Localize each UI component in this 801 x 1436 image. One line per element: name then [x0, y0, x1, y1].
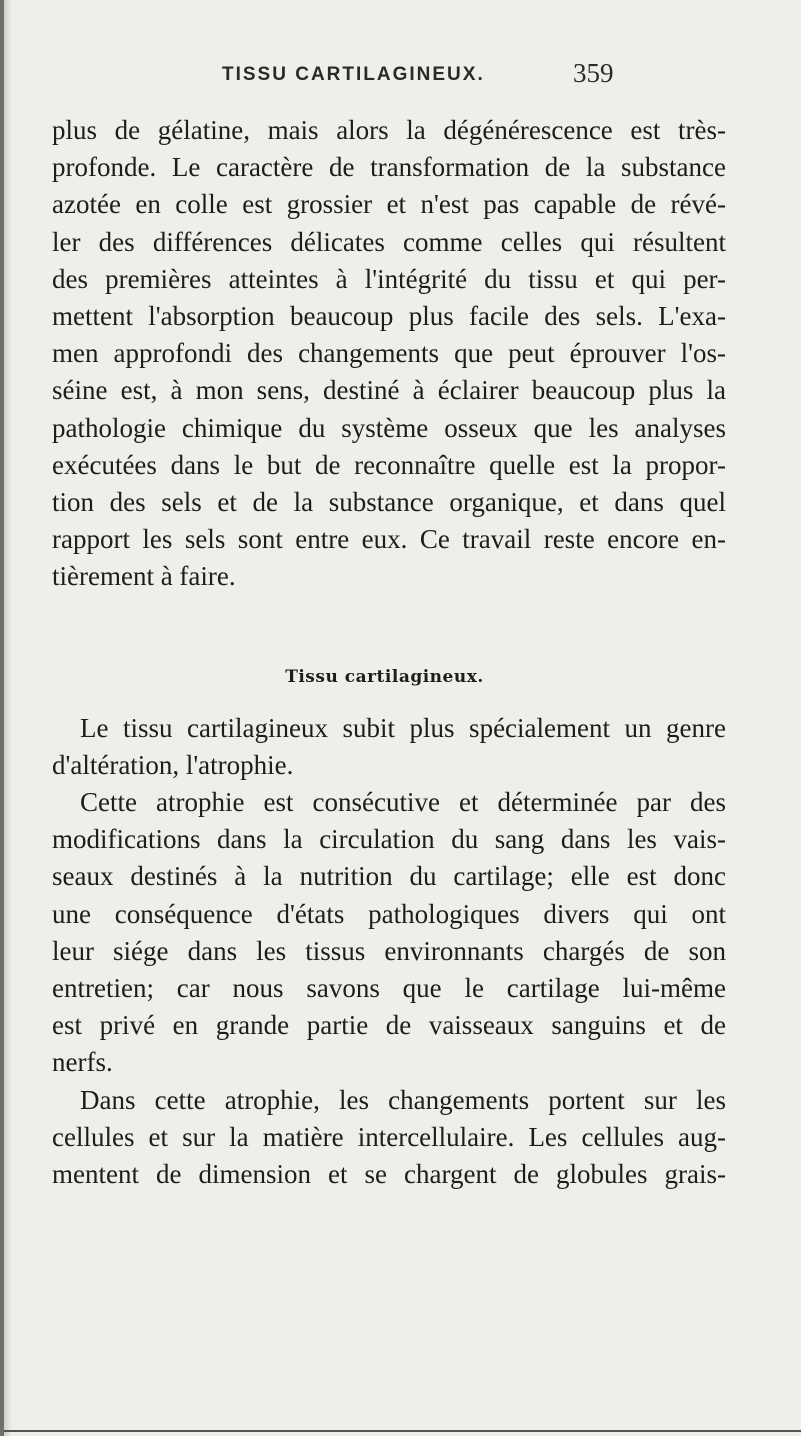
text-line: modifications dans la circulation du sang dans les vais-	[52, 824, 726, 855]
page-number: 359	[573, 58, 614, 88]
text-line: Cette atrophie est consécutive et déterminée par des	[80, 787, 726, 817]
running-title: TISSU CARTILAGINEUX.	[222, 64, 485, 85]
text-line: plus de gélatine, mais alors la dégénérescence est très-	[52, 115, 726, 145]
text-line: cellules et sur la matière intercellulaire. Les cellules aug-	[52, 1122, 726, 1153]
text-line: tion des sels et de la substance organique, et dans quel	[52, 487, 726, 518]
text-line: rapport les sels sont entre eux. Ce travail reste encore en-	[52, 524, 726, 555]
running-head	[0, 58, 801, 88]
paragraph-2	[52, 710, 726, 784]
text-line: est privé en grande partie de vaisseaux sanguins et de	[52, 1010, 726, 1041]
text-line: nerfs.	[52, 1047, 113, 1078]
text-line: seaux destinés à la nutrition du cartilage; elle est donc	[52, 861, 726, 892]
text-line: d'altération, l'atrophie.	[52, 750, 294, 781]
paragraph-4	[52, 1082, 726, 1194]
text-line: mentent de dimension et se chargent de globules grais-	[52, 1159, 726, 1190]
text-line: azotée en colle est grossier et n'est pas capable de révé-	[52, 189, 726, 220]
text-line: profonde. Le caractère de transformation de la substance	[52, 152, 726, 183]
page-bottom-edge	[4, 1430, 801, 1432]
text-line: entretien; car nous savons que le cartilage lui-même	[52, 973, 726, 1004]
paragraph-3	[52, 784, 726, 1082]
text-line: men approfondi des changements que peut éprouver l'os-	[52, 338, 726, 369]
text-line: Le tissu cartilagineux subit plus spécialement un genre	[80, 713, 726, 743]
text-line: pathologie chimique du système osseux que les analyses	[52, 412, 726, 443]
text-line: mettent l'absorption beaucoup plus facile des sels. L'exa-	[52, 301, 726, 332]
text-line: ler des différences délicates comme celles qui résultent	[52, 226, 726, 257]
text-line: leur siége dans les tissus environnants chargés de son	[52, 935, 726, 966]
text-line: exécutées dans le but de reconnaître quelle est la propor-	[52, 449, 726, 480]
text-line: des premières atteintes à l'intégrité du tissu et qui per-	[52, 263, 726, 294]
text-line: tièrement à faire.	[52, 561, 236, 592]
section-heading: Tissu cartilagineux.	[285, 667, 484, 687]
page-binding-shadow	[4, 0, 12, 1436]
text-line: Dans cette atrophie, les changements portent sur les	[80, 1085, 726, 1115]
paragraph-1	[52, 112, 726, 596]
text-line: séine est, à mon sens, destiné à éclairer beaucoup plus la	[52, 375, 726, 406]
text-line: une conséquence d'états pathologiques divers qui ont	[52, 898, 726, 929]
